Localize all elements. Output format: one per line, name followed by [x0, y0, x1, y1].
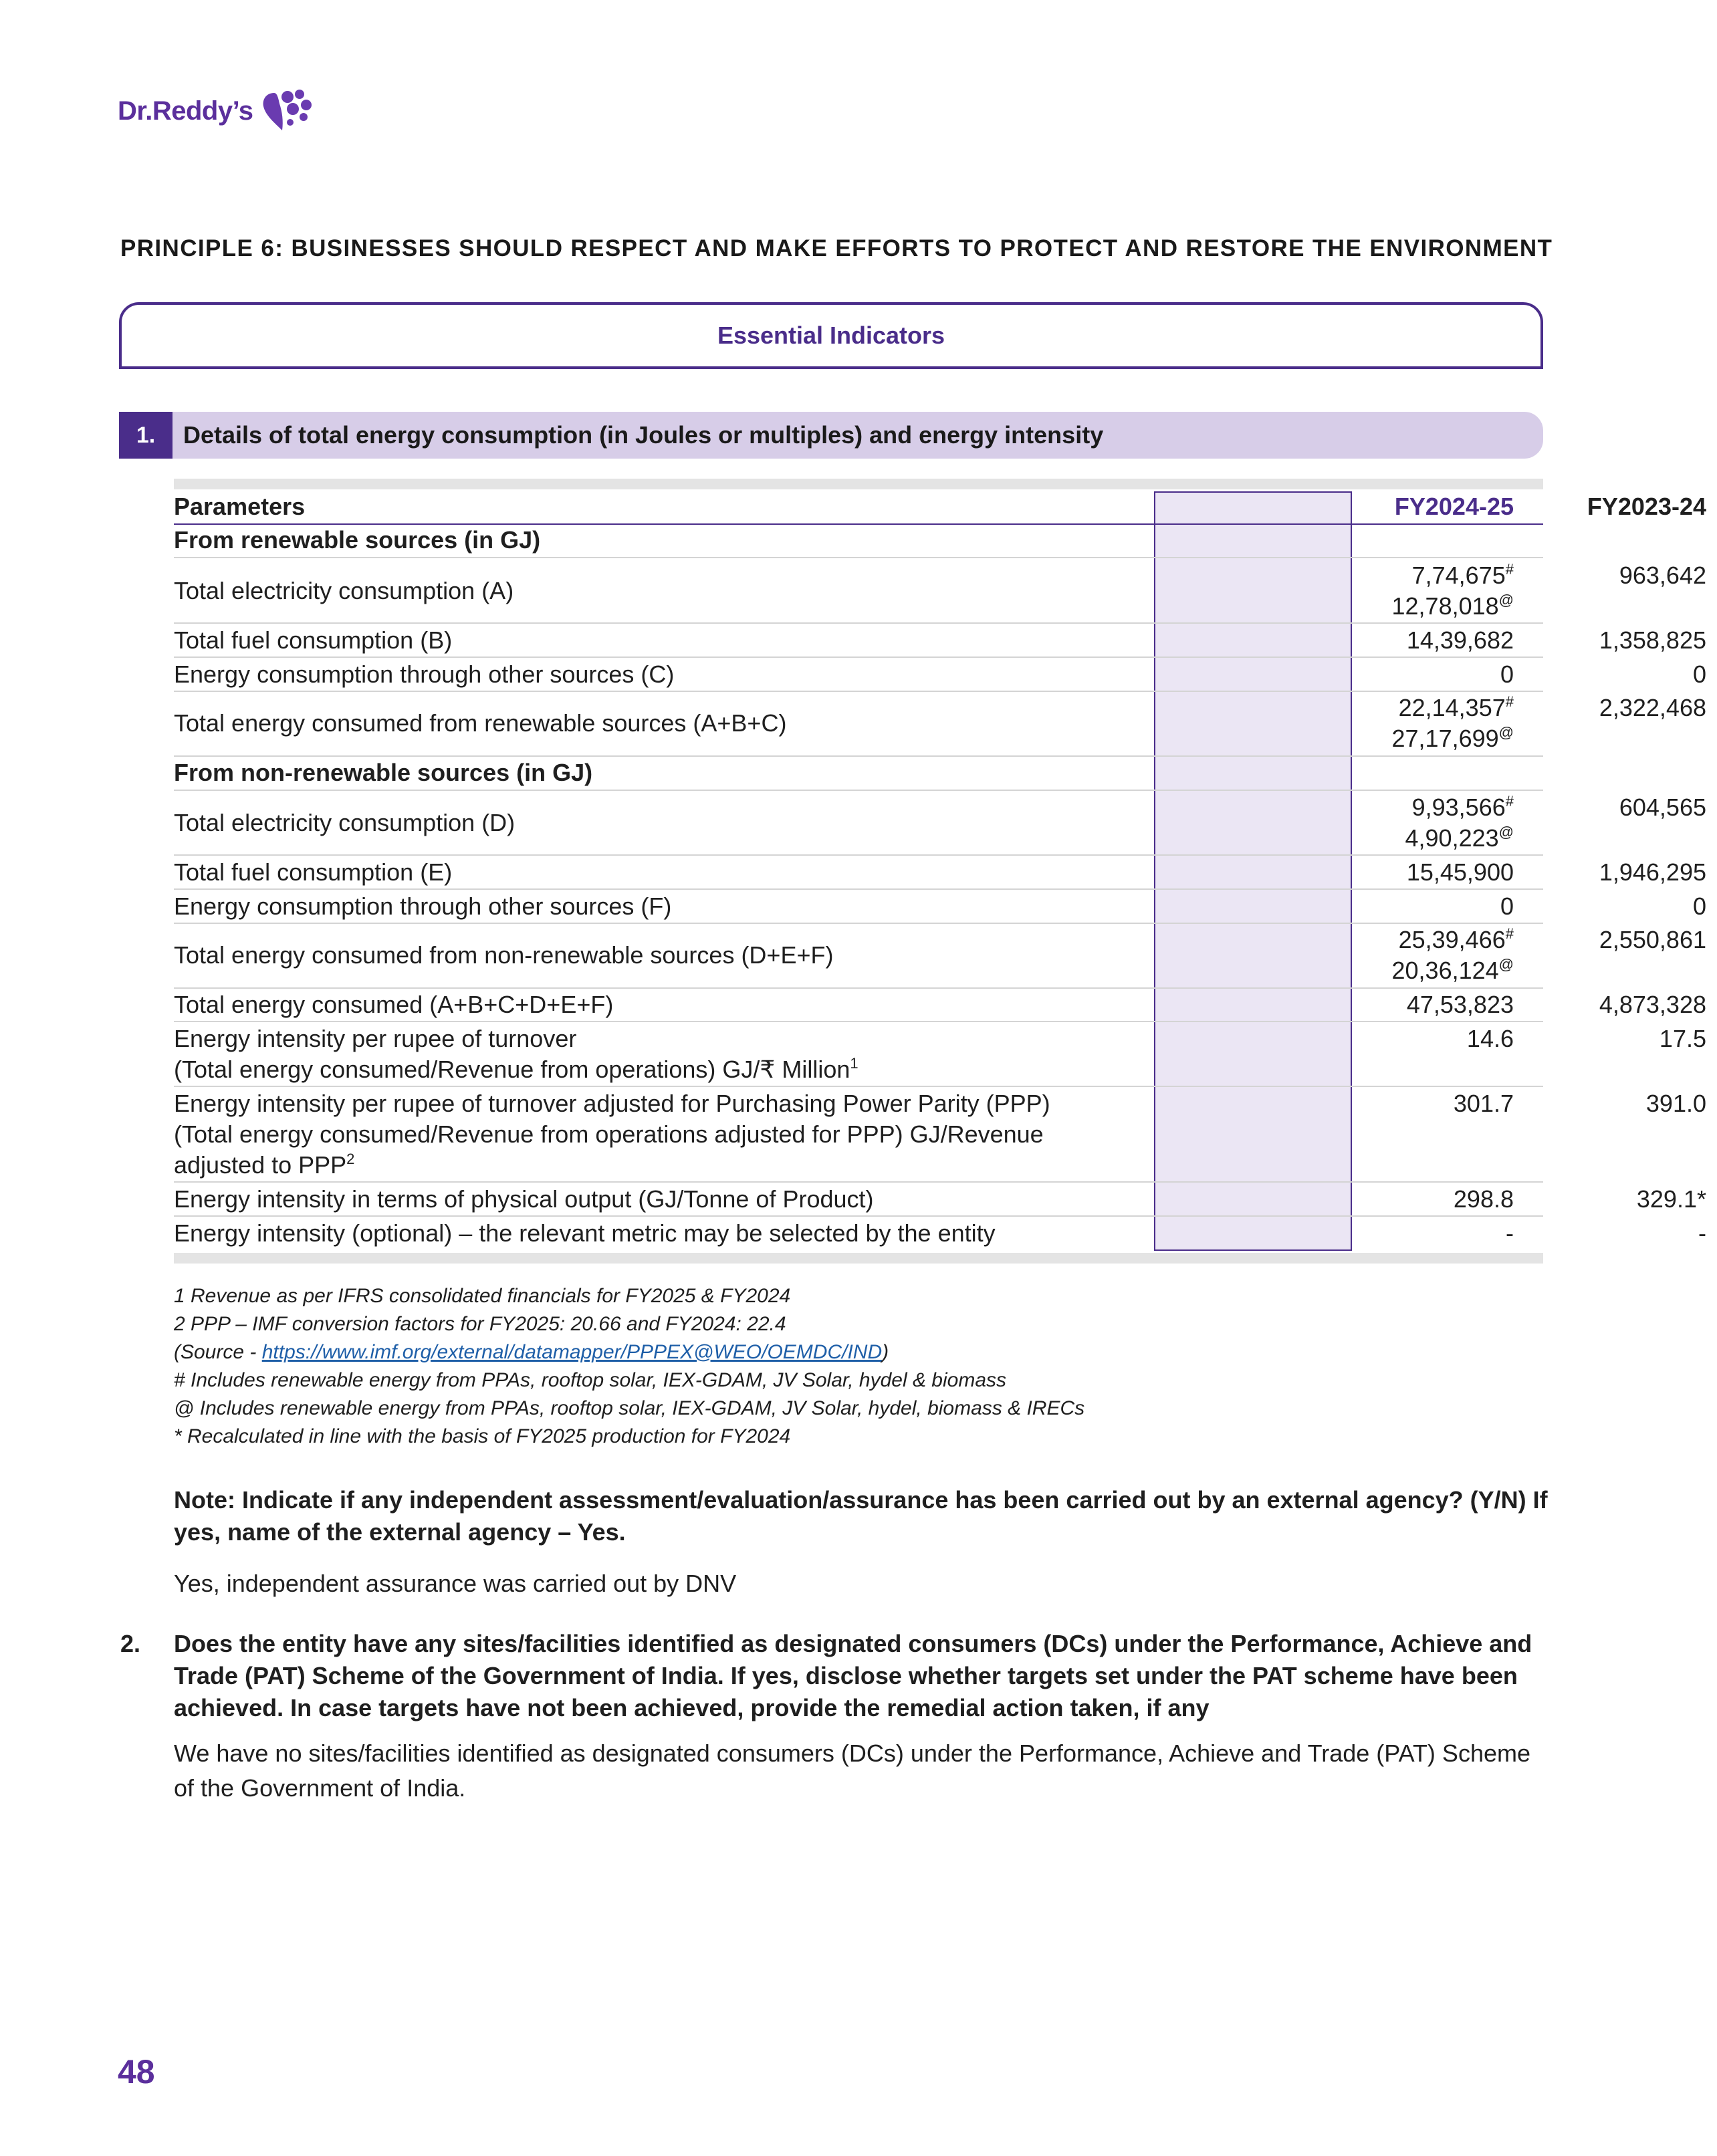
table-row — [174, 792, 1706, 854]
row-fy2023-24-value: 2,322,468 — [1599, 694, 1706, 721]
row-divider — [174, 1021, 1543, 1022]
row-fy2024-25-value — [1328, 560, 1526, 622]
value-part-b: 27,17,699 — [1391, 725, 1499, 752]
table-row — [174, 891, 1706, 922]
row-parameter: Energy intensity in terms of physical output (GJ/Tonne of Product) — [174, 1185, 874, 1213]
row-fy2024-25-value — [1328, 792, 1526, 854]
table-row — [174, 625, 1706, 656]
row-fy2024-25-value: 0 — [1500, 661, 1514, 688]
source-prefix: (Source - — [174, 1341, 262, 1363]
row-parameter: Energy consumption through other sources (F) — [174, 892, 672, 920]
table-row — [174, 525, 1543, 556]
footnote-at: @ Includes renewable energy from PPAs, rooftop solar, IEX-GDAM, JV Solar, hydel, biomass & IRECs — [174, 1397, 1085, 1419]
question-2-text: Does the entity have any sites/facilities identified as designated consumers (DCs) under the Performance, Achieve and Trade (PAT) Scheme of the Government of India. If yes, disclose whether targets set under the PAT scheme have been achieved. In case targets have not been achieved, provide the remedial action taken, if any — [174, 1630, 1532, 1721]
row-parameter-line2: (Total energy consumed/Revenue from operations adjusted for PPP) GJ/Revenue — [174, 1120, 1044, 1148]
value-part-a: 25,39,466 — [1398, 926, 1506, 953]
question-2-number: 2. — [120, 1630, 141, 1657]
row-fy2023-24-value: 1,358,825 — [1599, 626, 1706, 654]
row-fy2023-24-value: 0 — [1692, 661, 1706, 688]
row-parameter: Energy consumption through other sources (C) — [174, 661, 675, 688]
row-parameter-line1: Energy intensity per rupee of turnover — [174, 1025, 577, 1052]
header-parameters: Parameters — [174, 493, 306, 520]
table-row — [174, 693, 1706, 754]
logo-text: Dr.Reddy’s — [118, 96, 253, 126]
row-parameter-line2: (Total energy consumed/Revenue from operations) GJ/₹ Million — [174, 1056, 850, 1083]
row-fy2023-24-value: 963,642 — [1619, 562, 1706, 589]
footnote-2: 2 PPP – IMF conversion factors for FY2025: 20.66 and FY2024: 22.4 — [174, 1313, 786, 1335]
row-fy2024-25-value: 47,53,823 — [1406, 991, 1514, 1018]
table-row — [174, 1184, 1706, 1215]
footnotes — [174, 1282, 1538, 1451]
value-part-a: 22,14,357 — [1398, 694, 1506, 721]
value-part-b: 12,78,018 — [1391, 592, 1499, 620]
table-row — [174, 1218, 1706, 1249]
row-fy2023-24-value: 0 — [1692, 892, 1706, 920]
value-part-a: 7,74,675 — [1411, 562, 1506, 589]
row-divider — [174, 557, 1543, 558]
table-row — [174, 757, 1543, 788]
hash-mark: # — [1505, 561, 1514, 578]
principle-heading: PRINCIPLE 6: BUSINESSES SHOULD RESPECT AND MAKE EFFORTS TO PROTECT AND RESTORE THE ENVIRONMENT — [120, 235, 1553, 261]
row-fy2023-24-value: 4,873,328 — [1599, 991, 1706, 1018]
row-divider — [174, 1215, 1543, 1217]
section-1-title: Details of total energy consumption (in Joules or multiples) and energy intensity — [183, 421, 1104, 449]
row-parameter — [174, 1024, 1137, 1085]
row-fy2023-24-value: 1,946,295 — [1599, 858, 1706, 886]
hash-mark: # — [1505, 925, 1514, 942]
table-row — [174, 989, 1706, 1020]
footnote-source — [174, 1338, 1538, 1366]
row-parameter: Total electricity consumption (D) — [174, 809, 516, 836]
row-fy2024-25-value: 14.6 — [1466, 1025, 1514, 1052]
row-fy2024-25-value: 14,39,682 — [1406, 626, 1514, 654]
row-parameter: Total fuel consumption (E) — [174, 858, 453, 886]
at-mark: @ — [1498, 824, 1514, 840]
at-mark: @ — [1498, 724, 1514, 741]
table-row — [174, 659, 1706, 690]
footnote-hash: # Includes renewable energy from PPAs, rooftop solar, IEX-GDAM, JV Solar, hydel & biomass — [174, 1369, 1007, 1391]
note-question: Note: Indicate if any independent assessment/evaluation/assurance has been carried out by an external agency? (Y/N) If yes, name of the external agency – Yes. — [174, 1486, 1548, 1546]
header-fy2024-25: FY2024-25 — [1394, 493, 1514, 520]
row-parameter: Total energy consumed from non-renewable sources (D+E+F) — [174, 941, 834, 969]
footnote-ref: 1 — [850, 1055, 858, 1072]
row-fy2024-25-value: 301.7 — [1453, 1090, 1514, 1117]
footnote-ref: 2 — [346, 1151, 355, 1167]
row-divider — [174, 854, 1543, 856]
row-fy2023-24-value: 329.1* — [1636, 1185, 1706, 1213]
row-divider — [174, 755, 1543, 757]
section-1-header — [119, 412, 1543, 459]
row-fy2024-25-value — [1328, 925, 1526, 986]
at-mark: @ — [1498, 956, 1514, 973]
at-mark: @ — [1498, 592, 1514, 608]
row-divider — [174, 1181, 1543, 1183]
row-parameter: From renewable sources (in GJ) — [174, 526, 541, 554]
hash-mark: # — [1505, 693, 1514, 710]
note-answer: Yes, independent assurance was carried out by DNV — [174, 1570, 737, 1597]
hash-mark: # — [1505, 793, 1514, 810]
row-fy2024-25-value: 0 — [1500, 892, 1514, 920]
row-parameter: Energy intensity (optional) – the relevant metric may be selected by the entity — [174, 1219, 996, 1247]
row-parameter: Total energy consumed (A+B+C+D+E+F) — [174, 991, 614, 1018]
row-divider — [174, 1086, 1543, 1087]
footnote-1: 1 Revenue as per IFRS consolidated financials for FY2025 & FY2024 — [174, 1285, 791, 1307]
row-parameter — [174, 1088, 1150, 1181]
row-parameter: From non-renewable sources (in GJ) — [174, 759, 593, 786]
row-divider — [174, 790, 1543, 791]
section-1-number: 1. — [119, 412, 173, 459]
row-divider — [174, 691, 1543, 692]
row-divider — [174, 923, 1543, 924]
logo-heart-icon — [259, 88, 313, 134]
footnote-star: * Recalculated in line with the basis of FY2025 production for FY2024 — [174, 1425, 791, 1447]
imf-source-link[interactable]: https://www.imf.org/external/datamapper/PPPEX@WEO/OEMDC/IND — [261, 1341, 883, 1363]
row-fy2023-24-value: - — [1698, 1219, 1706, 1247]
page-number: 48 — [118, 2053, 155, 2090]
table-row — [174, 1088, 1706, 1181]
row-parameter-line1: Energy intensity per rupee of turnover adjusted for Purchasing Power Parity (PPP) — [174, 1090, 1050, 1117]
essential-indicators-label: Essential Indicators — [717, 322, 945, 349]
table-header-row — [174, 491, 1706, 522]
row-fy2024-25-value: 15,45,900 — [1406, 858, 1514, 886]
table-row — [174, 925, 1706, 986]
row-fy2023-24-value: 604,565 — [1619, 794, 1706, 821]
row-fy2024-25-value: - — [1506, 1219, 1514, 1247]
value-part-b: 20,36,124 — [1391, 957, 1499, 984]
row-fy2023-24-value: 391.0 — [1645, 1090, 1706, 1117]
value-part-b: 4,90,223 — [1405, 824, 1499, 852]
row-parameter: Total electricity consumption (A) — [174, 577, 514, 604]
row-fy2024-25-value: 298.8 — [1453, 1185, 1514, 1213]
row-parameter-line3: adjusted to PPP — [174, 1151, 347, 1179]
row-divider — [174, 888, 1543, 890]
row-fy2023-24-value: 17.5 — [1659, 1025, 1706, 1052]
essential-indicators-banner — [119, 302, 1543, 369]
row-parameter: Total fuel consumption (B) — [174, 626, 453, 654]
company-logo — [118, 84, 313, 138]
source-suffix: ) — [882, 1341, 889, 1363]
table-row — [174, 1024, 1706, 1085]
row-divider — [174, 622, 1543, 624]
table-row — [174, 857, 1706, 888]
row-divider — [174, 987, 1543, 989]
question-2-answer: We have no sites/facilities identified as designated consumers (DCs) under the Performance, Achieve and Trade (PAT) Scheme of the Government of India. — [174, 1740, 1530, 1802]
table-bottom-rule — [174, 1253, 1543, 1264]
table-row — [174, 560, 1706, 622]
table-top-rule — [174, 479, 1543, 489]
value-part-a: 9,93,566 — [1411, 794, 1506, 821]
row-fy2024-25-value — [1328, 693, 1526, 754]
row-divider — [174, 656, 1543, 658]
header-fy2023-24: FY2023-24 — [1587, 493, 1706, 520]
row-fy2023-24-value: 2,550,861 — [1599, 926, 1706, 953]
row-parameter: Total energy consumed from renewable sources (A+B+C) — [174, 709, 787, 737]
